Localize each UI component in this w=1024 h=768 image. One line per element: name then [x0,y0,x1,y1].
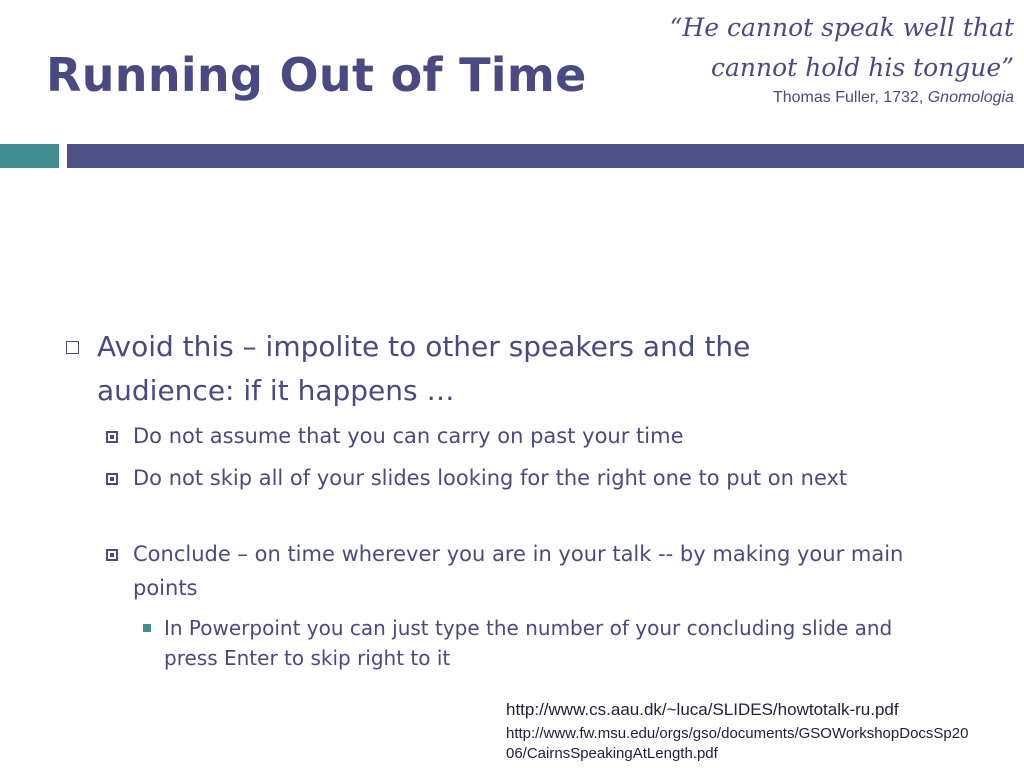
filled-square-bullet-icon [143,624,151,632]
header-accent-bar [0,144,59,168]
bullet-level-2 [133,419,933,453]
slide-title: Running Out of Time [46,48,587,102]
bullet-text: Do not skip all of your slides looking for the right one to put on next [133,466,848,490]
bullet-text: In Powerpoint you can just type the number of your concluding slide and press Enter to skip right to it [164,616,893,670]
hollow-square-bullet-icon [66,341,79,354]
bullet-text: Avoid this – impolite to other speakers and the audience: if it happens … [97,330,751,407]
header-divider-bar [67,144,1024,168]
quote [594,8,1014,88]
quote-line-2: cannot hold his tongue” [710,53,1014,82]
quote-attribution [773,89,1014,107]
bullet-level-2 [133,537,923,605]
reference-link[interactable]: http://www.cs.aau.dk/~luca/SLIDES/howtotalk-ru.pdf [506,700,899,719]
square-bullet-icon [106,549,118,561]
quote-author: Thomas Fuller, 1732, [772,89,928,106]
reference-link[interactable]: http://www.fw.msu.edu/orgs/gso/documents/GSOWorkshopDocsSp2006/CairnsSpeakingAtLength.pdf [506,725,969,762]
bullet-text: Do not assume that you can carry on past your time [133,424,684,448]
bullet-level-1 [97,325,887,413]
quote-work: Gnomologia [927,89,1014,106]
square-bullet-icon [106,473,118,485]
quote-line-1: “He cannot speak well that [669,13,1014,42]
references [506,699,976,764]
bullet-level-3 [164,613,934,673]
bullet-level-2 [133,461,923,495]
square-bullet-icon [106,431,118,443]
bullet-text: Conclude – on time wherever you are in your talk -- by making your main points [133,542,904,600]
